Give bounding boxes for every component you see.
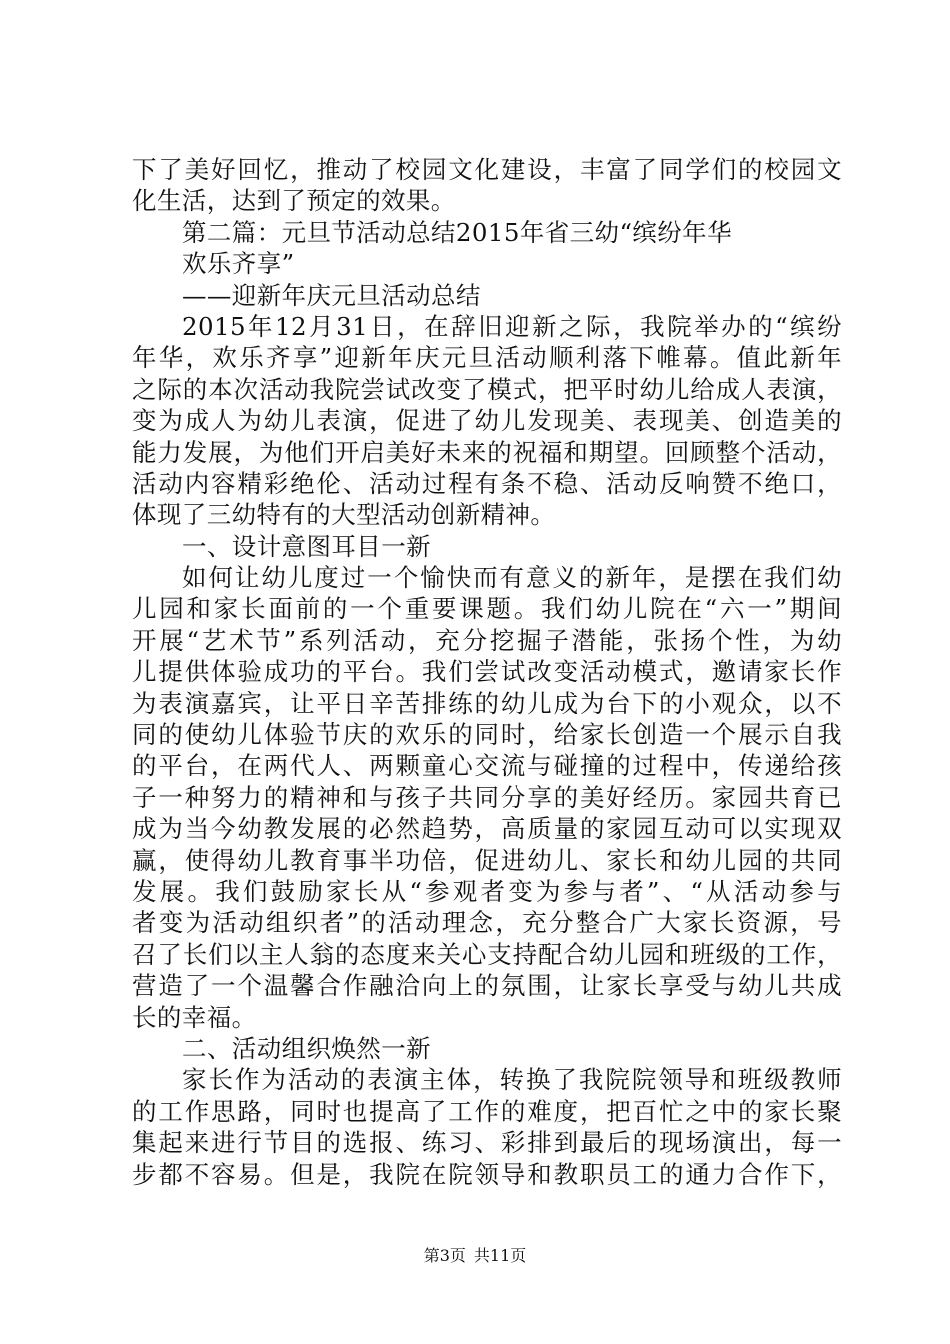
text-line: 欢乐齐享” bbox=[182, 249, 295, 279]
text-line: 家长作为活动的表演主体，转换了我院院领导和班级教师 bbox=[182, 1065, 842, 1095]
text-line: 能力发展，为他们开启美好未来的祝福和期望。回顾整个活动， bbox=[132, 437, 842, 467]
text-line: 赢，使得幼儿教育事半功倍，促进幼儿、家长和幼儿园的共同 bbox=[132, 845, 842, 875]
text-line: 儿园和家长面前的一个重要课题。我们幼儿院在“六一”期间 bbox=[132, 594, 842, 624]
text-line: ——迎新年庆元旦活动总结 bbox=[182, 280, 481, 310]
text-line: 二、活动组织焕然一新 bbox=[182, 1033, 431, 1063]
text-line: 年华，欢乐齐享”迎新年庆元旦活动顺利落下帷幕。值此新年 bbox=[132, 343, 842, 373]
text-line: 集起来进行节目的选报、练习、彩排到最后的现场演出，每一 bbox=[132, 1128, 842, 1158]
text-line: 成为当今幼教发展的必然趋势，高质量的家园互动可以实现双 bbox=[132, 814, 842, 844]
text-line: 的工作思路，同时也提高了工作的难度，把百忙之中的家长聚 bbox=[132, 1096, 842, 1126]
text-line: 化生活，达到了预定的效果。 bbox=[132, 186, 456, 216]
text-line: 变为成人为幼儿表演，促进了幼儿发现美、表现美、创造美的 bbox=[132, 406, 842, 436]
text-line: 长的幸福。 bbox=[132, 1002, 257, 1032]
text-line: 体现了三幼特有的大型活动创新精神。 bbox=[132, 500, 556, 530]
text-line: 开展“艺术节”系列活动，充分挖掘子潜能，张扬个性，为幼 bbox=[132, 625, 842, 655]
text-line: 第二篇：元旦节活动总结2015年省三幼“缤纷年华 bbox=[182, 217, 732, 247]
page-footer bbox=[0, 1244, 950, 1268]
text-line: 2015年12月31日，在辞旧迎新之际，我院举办的“缤纷 bbox=[182, 311, 842, 341]
text-line: 者变为活动组织者”的活动理念，充分整合广大家长资源，号 bbox=[132, 908, 842, 938]
text-line: 之际的本次活动我院尝试改变了模式，把平时幼儿给成人表演， bbox=[132, 374, 842, 404]
text-line: 子一种努力的精神和与孩子共同分享的美好经历。家园共育已 bbox=[132, 782, 842, 812]
text-line: 为表演嘉宾，让平日辛苦排练的幼儿成为台下的小观众，以不 bbox=[132, 688, 842, 718]
text-line: 一、设计意图耳目一新 bbox=[182, 531, 431, 561]
text-line: 营造了一个温馨合作融洽向上的氛围，让家长享受与幼儿共成 bbox=[132, 971, 842, 1001]
text-line: 活动内容精彩绝伦、活动过程有条不稳、活动反响赞不绝口， bbox=[132, 468, 842, 498]
text-line: 如何让幼儿度过一个愉快而有意义的新年，是摆在我们幼 bbox=[182, 563, 842, 593]
text-line: 的平台，在两代人、两颗童心交流与碰撞的过程中，传递给孩 bbox=[132, 751, 842, 781]
text-line: 儿提供体验成功的平台。我们尝试改变活动模式，邀请家长作 bbox=[132, 657, 842, 687]
text-line: 同的使幼儿体验节庆的欢乐的同时，给家长创造一个展示自我 bbox=[132, 720, 842, 750]
page-number: 第3页 bbox=[423, 1246, 466, 1265]
text-line: 发展。我们鼓励家长从“参观者变为参与者”、“从活动参与 bbox=[132, 876, 842, 906]
page-total: 共11页 bbox=[473, 1246, 527, 1265]
document-body bbox=[132, 154, 842, 1190]
text-line: 步都不容易。但是，我院在院领导和教职员工的通力合作下， bbox=[132, 1159, 842, 1189]
text-line: 下了美好回忆，推动了校园文化建设，丰富了同学们的校园文 bbox=[132, 155, 842, 184]
text-line: 召了长们以主人翁的态度来关心支持配合幼儿园和班级的工作， bbox=[132, 939, 842, 969]
